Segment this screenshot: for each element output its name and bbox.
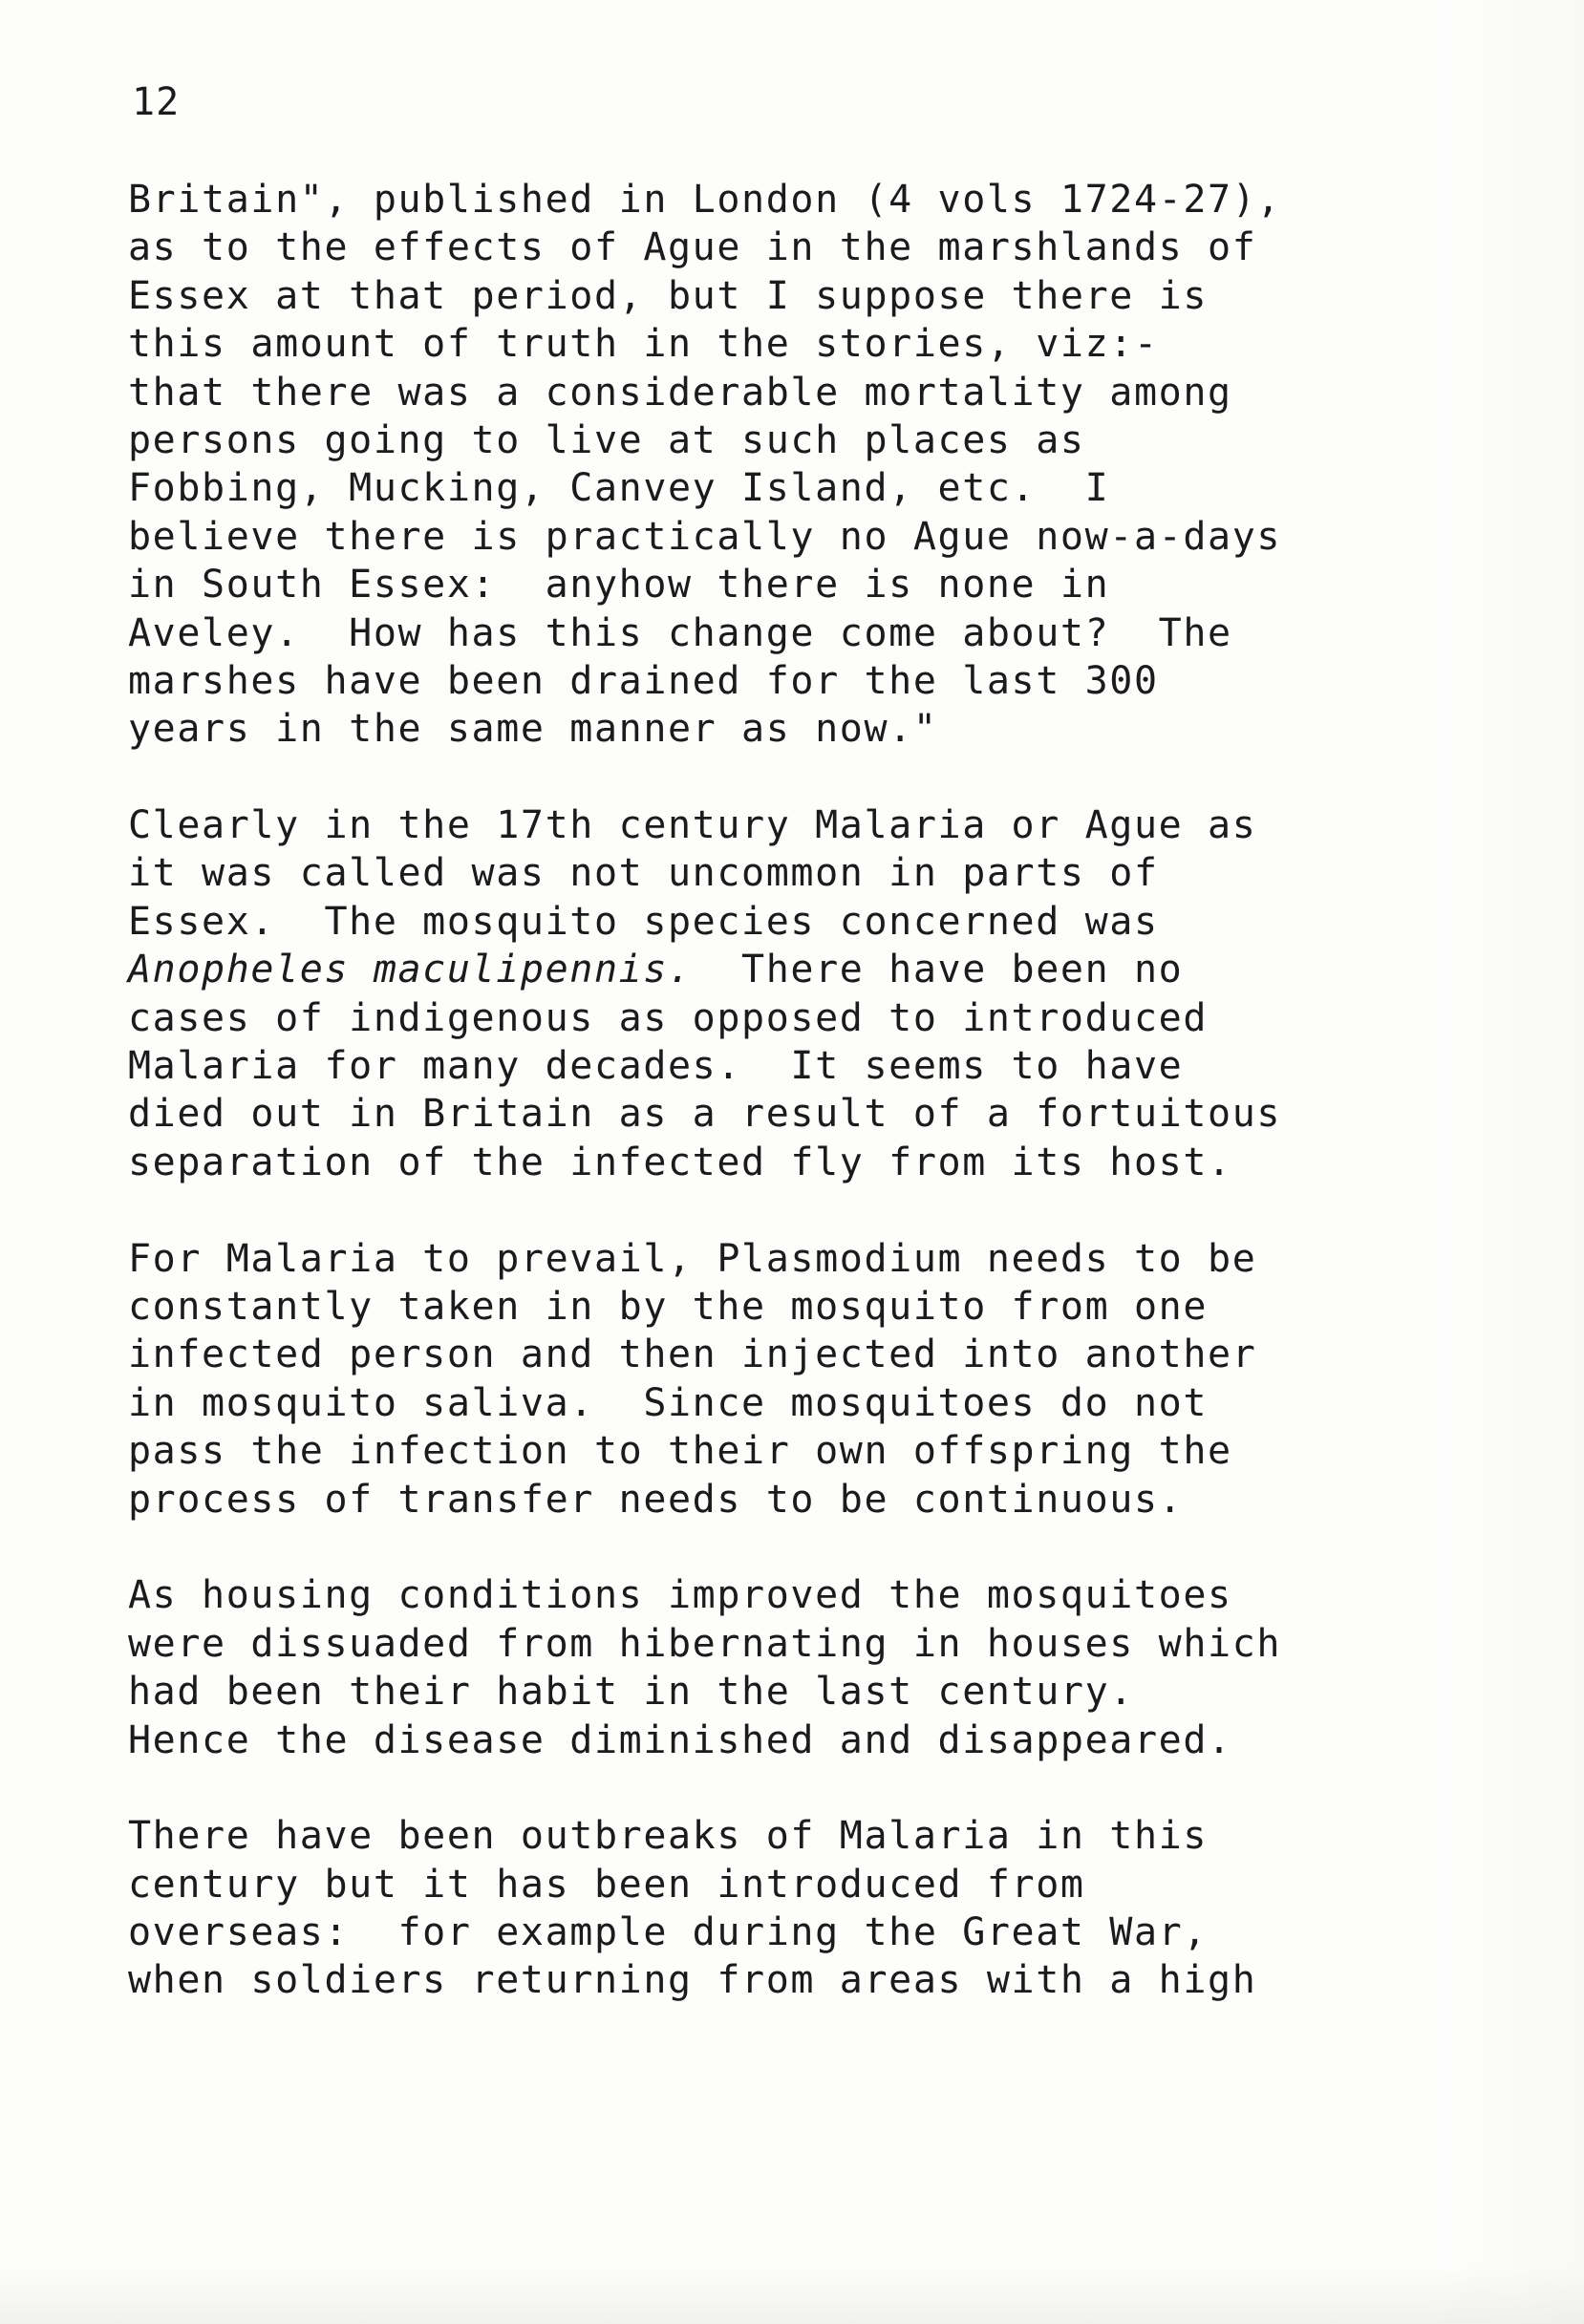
text-line: pass the infection to their own offspring the [128, 1429, 1232, 1474]
text-line: separation of the infected fly from its host. [128, 1140, 1232, 1184]
text-line: this amount of truth in the stories, viz:- [128, 322, 1159, 367]
text-line-species [128, 946, 1504, 993]
paragraph-gap [128, 754, 1504, 801]
paragraph-plasmodium [128, 1235, 1504, 1524]
text-line: in South Essex: anyhow there is none in [128, 563, 1110, 608]
text-line: For Malaria to prevail, Plasmodium needs to be [128, 1236, 1257, 1281]
text-line: had been their habit in the last century. [128, 1670, 1134, 1715]
species-name: Anopheles maculipennis. [128, 948, 693, 992]
text-line: died out in Britain as a result of a fortuitous [128, 1092, 1282, 1137]
body-text [128, 176, 1504, 2005]
species-line-rest: There have been no [692, 948, 1184, 992]
text-line: overseas: for example during the Great War, [128, 1910, 1209, 1955]
text-line: constantly taken in by the mosquito from one [128, 1284, 1209, 1329]
text-line: years in the same manner as now." [128, 707, 938, 752]
text-line: were dissuaded from hibernating in houses which [128, 1621, 1282, 1666]
text-line: Clearly in the 17th century Malaria or Ague as [128, 803, 1257, 848]
page-bottom-shading [0, 2267, 1584, 2324]
paragraph-gap [128, 1524, 1504, 1571]
text-line: As housing conditions improved the mosquitoes [128, 1573, 1232, 1618]
text-line: process of transfer needs to be continuous. [128, 1477, 1184, 1522]
text-line: infected person and then injected into another [128, 1333, 1257, 1377]
text-line: Hence the disease diminished and disappeared. [128, 1717, 1232, 1762]
text-line: when soldiers returning from areas with a high [128, 1958, 1257, 2003]
text-line: persons going to live at such places as [128, 417, 1085, 462]
text-line: that there was a considerable mortality among [128, 370, 1232, 415]
text-line: century but it has been introduced from [128, 1862, 1085, 1907]
text-line: Fobbing, Mucking, Canvey Island, etc. I [128, 466, 1110, 511]
page-edge-shading [1431, 0, 1584, 2324]
paragraph-outbreaks [128, 1812, 1504, 2005]
text-line: cases of indigenous as opposed to introduced [128, 995, 1209, 1040]
paragraph-gap [128, 1186, 1504, 1234]
text-line: believe there is practically no Ague now-a-days [128, 514, 1282, 559]
paragraph-gap [128, 1764, 1504, 1812]
text-line: Essex. The mosquito species concerned was [128, 899, 1159, 944]
text-line: in mosquito saliva. Since mosquitoes do not [128, 1380, 1209, 1425]
text-line: it was called was not uncommon in parts of [128, 851, 1159, 896]
paragraph-malaria-history [128, 801, 1504, 1186]
text-line: There have been outbreaks of Malaria in this [128, 1814, 1209, 1859]
page-number: 12 [132, 80, 181, 124]
text-line: marshes have been drained for the last 300 [128, 658, 1159, 703]
text-line: as to the effects of Ague in the marshlands of [128, 225, 1257, 270]
text-line: Malaria for many decades. It seems to have [128, 1044, 1184, 1089]
text-line: Essex at that period, but I suppose there is [128, 273, 1209, 318]
paragraph-housing [128, 1571, 1504, 1764]
text-line: Britain", published in London (4 vols 1724-27), [128, 178, 1282, 222]
text-line: Aveley. How has this change come about? The [128, 610, 1232, 655]
paragraph-quote-continuation [128, 176, 1504, 754]
